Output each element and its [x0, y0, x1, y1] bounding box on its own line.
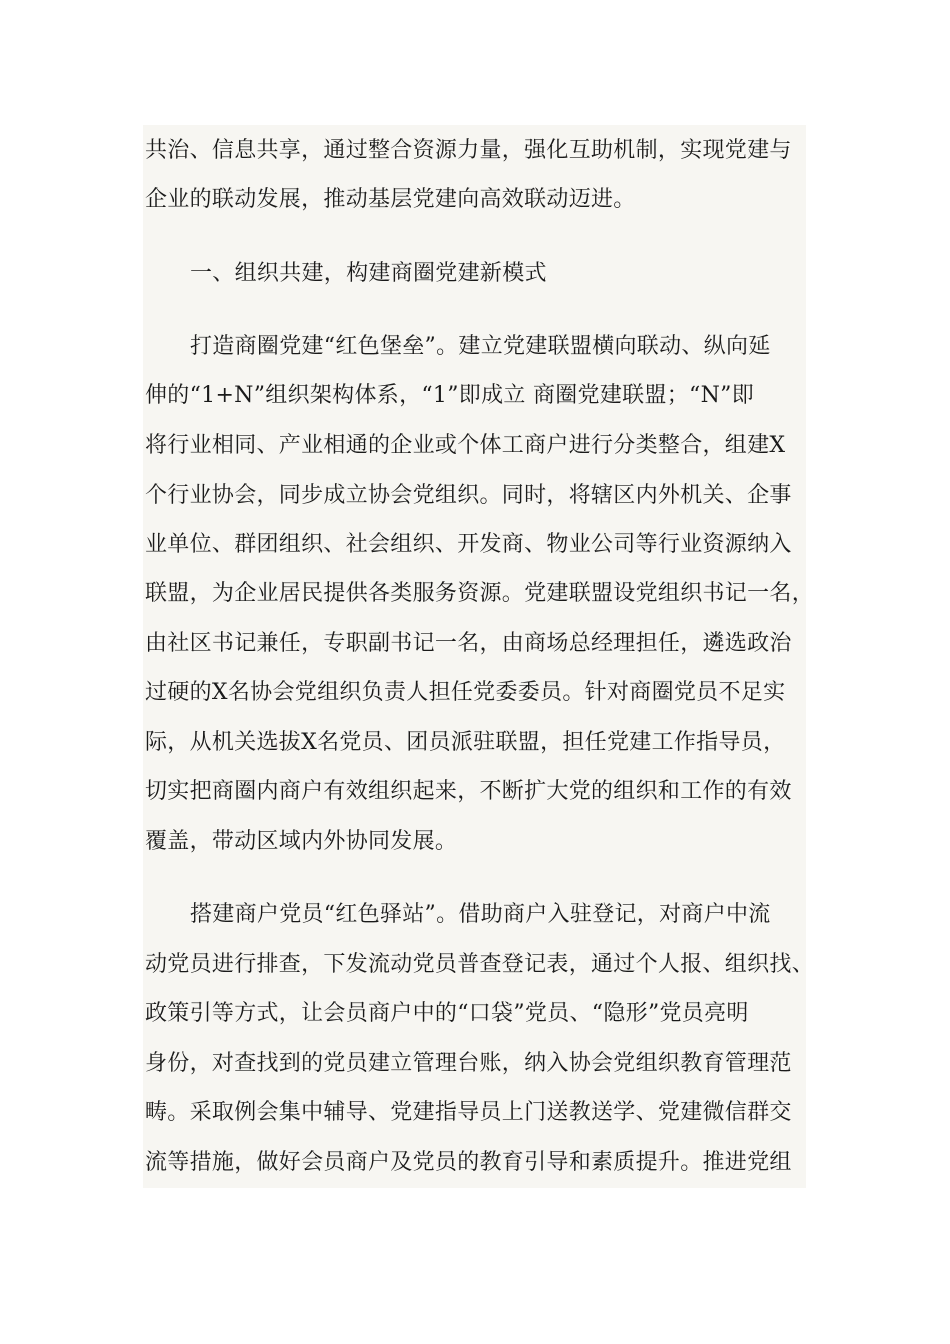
paragraph1-line-8: 过硬的X名协会党组织负责人担任党委委员。针对商圈党员不足实	[145, 680, 786, 705]
intro-line-1: 共治、信息共享，通过整合资源力量，强化互助机制，实现党建与	[145, 138, 792, 163]
paragraph2-line-1: 搭建商户党员“红色驿站”。借助商户入驻登记，对商户中流	[190, 902, 771, 927]
paragraph1-line-2: 伸的“1+N”组织架构体系，“1”即成立 商圈党建联盟；“N”即	[145, 383, 755, 408]
paragraph2-line-5: 畴。采取例会集中辅导、党建指导员上门送教送学、党建微信群交	[145, 1100, 792, 1125]
paragraph1-line-5: 业单位、群团组织、社会组织、开发商、物业公司等行业资源纳入	[145, 532, 792, 557]
intro-line-2: 企业的联动发展，推动基层党建向高效联动迈进。	[145, 187, 636, 212]
paragraph1-line-3: 将行业相同、产业相通的企业或个体工商户进行分类整合，组建X	[145, 433, 786, 458]
paragraph2-line-2: 动党员进行排查，下发流动党员普查登记表，通过个人报、组织找、	[145, 952, 815, 977]
paragraph1-line-1: 打造商圈党建“红色堡垒”。建立党建联盟横向联动、纵向延	[190, 334, 771, 359]
paragraph1-line-7: 由社区书记兼任，专职副书记一名，由商场总经理担任，遴选政治	[145, 631, 792, 656]
paragraph1-line-6: 联盟，为企业居民提供各类服务资源。党建联盟设党组织书记一名，	[145, 581, 815, 606]
paragraph2-line-4: 身份，对查找到的党员建立管理台账，纳入协会党组织教育管理范	[145, 1051, 792, 1076]
section-heading: 一、组织共建，构建商圈党建新模式	[190, 261, 547, 286]
paragraph1-line-9: 际，从机关选拔X名党员、团员派驻联盟，担任党建工作指导员，	[145, 730, 786, 755]
paragraph2-line-6: 流等措施，做好会员商户及党员的教育引导和素质提升。推进党组	[145, 1150, 792, 1175]
paragraph1-line-10: 切实把商圈内商户有效组织起来，不断扩大党的组织和工作的有效	[145, 779, 792, 804]
paragraph2-line-3: 政策引等方式，让会员商户中的“口袋”党员、“隐形”党员亮明	[145, 1001, 749, 1026]
paragraph1-line-4: 个行业协会，同步成立协会党组织。同时，将辖区内外机关、企事	[145, 483, 792, 508]
paragraph1-line-11: 覆盖，带动区域内外协同发展。	[145, 829, 458, 854]
